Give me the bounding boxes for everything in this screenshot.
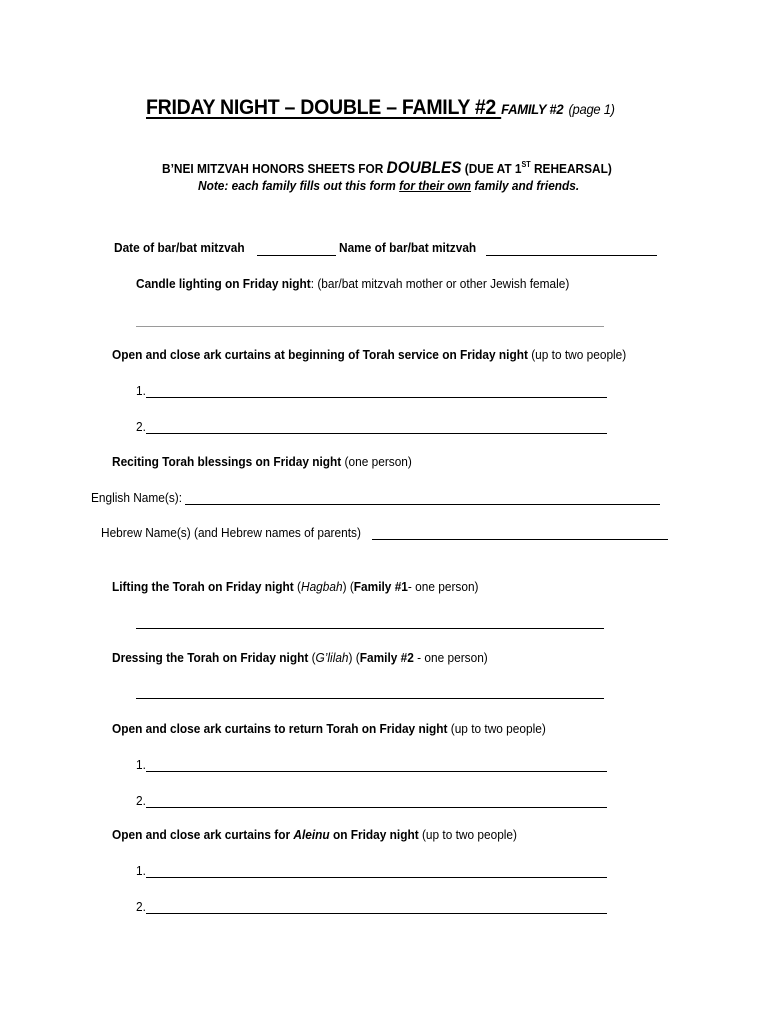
dressing-family: Family #2 — [359, 650, 414, 665]
note — [198, 178, 579, 193]
ark-return-field-1[interactable] — [146, 771, 607, 772]
lifting-mid: ) ( — [342, 579, 354, 594]
note-suffix: family and friends. — [471, 178, 580, 193]
subtitle — [162, 158, 612, 178]
page-title — [146, 96, 615, 120]
lifting-family: Family #1 — [353, 579, 408, 594]
ark-return-number-1: 1. — [136, 757, 146, 772]
aleinu-number-1: 1. — [136, 863, 146, 878]
subtitle-sup: ST — [521, 160, 531, 169]
aleinu-label2: on Friday night — [329, 827, 419, 842]
subtitle-rehearsal: REHEARSAL) — [530, 161, 612, 176]
candle-field[interactable] — [136, 326, 604, 327]
ark-return-heading — [112, 721, 546, 736]
dressing-rest: - one person) — [413, 650, 488, 665]
subtitle-doubles: DOUBLES — [386, 158, 462, 177]
hebrew-names-field[interactable] — [372, 539, 668, 540]
ark-open-field-1[interactable] — [146, 397, 607, 398]
aleinu-heading — [112, 827, 517, 842]
english-names-label: English Name(s): — [91, 490, 183, 505]
date-field[interactable] — [257, 255, 336, 256]
name-field[interactable] — [486, 255, 657, 256]
torah-blessings-label: Reciting Torah blessings on Friday night — [112, 454, 342, 469]
dressing-heading — [112, 650, 488, 665]
lifting-field[interactable] — [136, 628, 604, 629]
ark-return-label: Open and close ark curtains to return Torah on Friday night — [112, 721, 448, 736]
ark-open-heading — [112, 347, 626, 362]
name-label: Name of bar/bat mitzvah — [339, 240, 477, 255]
dressing-open: ( — [308, 650, 316, 665]
ark-open-number-2: 2. — [136, 419, 146, 434]
title-main: FRIDAY NIGHT – DOUBLE – FAMILY #2 — [146, 96, 497, 119]
hebrew-names-label: Hebrew Name(s) (and Hebrew names of parents) — [101, 525, 361, 540]
title-family: FAMILY #2 — [501, 101, 564, 117]
ark-return-number-2: 2. — [136, 793, 146, 808]
candle-desc: : (bar/bat mitzvah mother or other Jewish female) — [310, 276, 570, 291]
ark-open-field-2[interactable] — [146, 433, 607, 434]
torah-blessings-desc: (one person) — [341, 454, 412, 469]
lifting-term: Hagbah — [301, 579, 343, 594]
aleinu-field-2[interactable] — [146, 913, 607, 914]
lifting-open: ( — [293, 579, 302, 594]
lifting-rest: - one person) — [407, 579, 479, 594]
note-prefix: Note: each family fills out this form — [198, 178, 400, 193]
ark-open-label: Open and close ark curtains at beginning of Torah service on Friday night — [112, 347, 528, 362]
subtitle-prefix: B’NEI MITZVAH HONORS SHEETS FOR — [162, 161, 387, 176]
candle-heading — [136, 276, 569, 291]
english-names-field[interactable] — [185, 504, 660, 505]
title-page: (page 1) — [568, 101, 615, 117]
aleinu-number-2: 2. — [136, 899, 146, 914]
lifting-heading — [112, 579, 479, 594]
torah-blessings-heading — [112, 454, 412, 469]
dressing-mid: ) ( — [348, 650, 360, 665]
ark-open-desc: (up to two people) — [527, 347, 627, 362]
candle-label: Candle lighting on Friday night — [136, 276, 311, 291]
note-underlined: for their own — [399, 178, 472, 193]
dressing-field[interactable] — [136, 698, 604, 699]
ark-open-number-1: 1. — [136, 383, 146, 398]
aleinu-field-1[interactable] — [146, 877, 607, 878]
dressing-term: G’lilah — [315, 650, 349, 665]
aleinu-label: Open and close ark curtains for — [112, 827, 294, 842]
subtitle-due: (DUE AT 1 — [461, 161, 522, 176]
aleinu-desc: (up to two people) — [418, 827, 517, 842]
lifting-label: Lifting the Torah on Friday night — [112, 579, 294, 594]
aleinu-term: Aleinu — [293, 827, 330, 842]
dressing-label: Dressing the Torah on Friday night — [112, 650, 309, 665]
date-label: Date of bar/bat mitzvah — [114, 240, 245, 255]
ark-return-desc: (up to two people) — [447, 721, 546, 736]
ark-return-field-2[interactable] — [146, 807, 607, 808]
